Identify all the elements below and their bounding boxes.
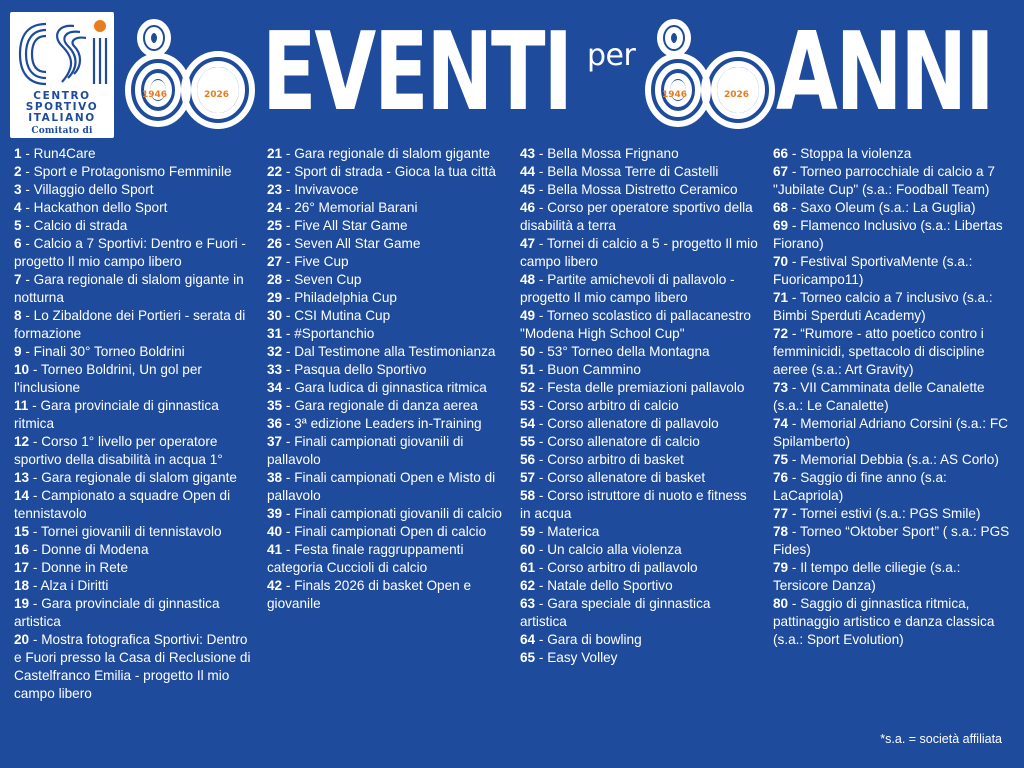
eighty-years-badge-2 xyxy=(638,14,778,140)
event-number: 17 xyxy=(14,560,30,575)
event-number: 74 xyxy=(773,416,789,431)
event-item xyxy=(520,235,758,271)
event-title: - Saggio di fine anno (s.a: LaCapriola) xyxy=(773,470,947,503)
event-item xyxy=(14,199,252,217)
event-title: - Natale dello Sportivo xyxy=(535,578,673,593)
event-number: 51 xyxy=(520,362,536,377)
event-item xyxy=(267,397,505,415)
event-item xyxy=(267,433,505,469)
event-item xyxy=(520,181,758,199)
event-list xyxy=(0,145,1024,765)
event-title: - 26° Memorial Barani xyxy=(282,200,418,215)
event-item xyxy=(520,343,758,361)
title-eventi: EVENTI xyxy=(262,10,571,135)
event-title: - Corso per operatore sportivo della disabilità a terra xyxy=(520,200,753,233)
event-item xyxy=(14,469,252,487)
eighty-badge-icon xyxy=(638,14,778,136)
event-title: - Festa finale raggruppamenti categoria Cuccioli di calcio xyxy=(267,542,464,575)
event-item xyxy=(14,595,252,631)
event-number: 73 xyxy=(773,380,789,395)
event-item xyxy=(773,379,1011,415)
event-item xyxy=(267,325,505,343)
event-number: 63 xyxy=(520,596,536,611)
event-title: - Corso arbitro di basket xyxy=(535,452,684,467)
event-item xyxy=(267,145,505,163)
event-item xyxy=(267,379,505,397)
event-number: 23 xyxy=(267,182,283,197)
event-number: 38 xyxy=(267,470,283,485)
event-title: - Run4Care xyxy=(21,146,96,161)
event-title: - Gara di bowling xyxy=(535,632,642,647)
event-item xyxy=(520,379,758,397)
event-title: - 3ª edizione Leaders in-Training xyxy=(282,416,482,431)
event-title: - Gara ludica di ginnastica ritmica xyxy=(282,380,487,395)
event-item xyxy=(520,577,758,595)
event-item xyxy=(14,487,252,523)
event-title: - Gara speciale di ginnastica artistica xyxy=(520,596,711,629)
event-number: 40 xyxy=(267,524,283,539)
event-title: - Memorial Debbia (s.a.: AS Corlo) xyxy=(788,452,999,467)
event-title: - Corso arbitro di calcio xyxy=(535,398,679,413)
event-title: - Five Cup xyxy=(282,254,349,269)
event-title: - Torneo “Oktober Sport” ( s.a.: PGS Fides) xyxy=(773,524,1010,557)
event-number: 69 xyxy=(773,218,789,233)
csi-logo xyxy=(10,12,114,148)
event-number: 46 xyxy=(520,200,536,215)
event-title: - Corso allenatore di pallavolo xyxy=(535,416,719,431)
event-number: 47 xyxy=(520,236,536,251)
event-number: 15 xyxy=(14,524,30,539)
event-item xyxy=(773,199,1011,217)
event-title: - Finali 30° Torneo Boldrini xyxy=(21,344,185,359)
event-number: 20 xyxy=(14,632,30,647)
event-number: 2 xyxy=(14,164,22,179)
event-number: 80 xyxy=(773,596,789,611)
event-title: - Donne di Modena xyxy=(29,542,149,557)
event-title: - Finali campionati Open e Misto di pallavolo xyxy=(267,470,496,503)
event-item xyxy=(267,505,505,523)
event-item xyxy=(267,307,505,325)
title-anni: ANNI xyxy=(776,10,993,135)
event-number: 29 xyxy=(267,290,283,305)
event-number: 22 xyxy=(267,164,283,179)
event-item xyxy=(267,577,505,613)
event-title: - Flamenco Inclusivo (s.a.: Libertas Fiorano) xyxy=(773,218,1003,251)
event-number: 7 xyxy=(14,272,22,287)
event-number: 21 xyxy=(267,146,283,161)
event-number: 18 xyxy=(14,578,30,593)
event-number: 6 xyxy=(14,236,22,251)
event-title: - 53° Torneo della Montagna xyxy=(535,344,710,359)
event-number: 39 xyxy=(267,506,283,521)
event-title: - Corso istruttore di nuoto e fitness in acqua xyxy=(520,488,747,521)
event-number: 77 xyxy=(773,506,789,521)
event-number: 53 xyxy=(520,398,536,413)
event-title: - Finali campionati Open di calcio xyxy=(282,524,487,539)
event-item xyxy=(267,271,505,289)
event-item xyxy=(267,469,505,505)
event-item xyxy=(773,415,1011,451)
event-number: 58 xyxy=(520,488,536,503)
event-item xyxy=(520,397,758,415)
event-item xyxy=(14,145,252,163)
event-item xyxy=(14,559,252,577)
event-number: 4 xyxy=(14,200,22,215)
event-number: 9 xyxy=(14,344,22,359)
event-number: 43 xyxy=(520,146,536,161)
event-item xyxy=(14,523,252,541)
event-title: - Finali campionati giovanili di pallavolo xyxy=(267,434,464,467)
event-title: - Gara regionale di danza aerea xyxy=(282,398,478,413)
eighty-years-badge xyxy=(118,14,258,140)
event-number: 61 xyxy=(520,560,536,575)
event-title: - Torneo scolastico di pallacanestro "Modena High School Cup" xyxy=(520,308,751,341)
event-title: - VII Camminata delle Canalette (s.a.: Le Canalette) xyxy=(773,380,985,413)
event-number: 62 xyxy=(520,578,536,593)
event-item xyxy=(773,253,1011,289)
event-item xyxy=(520,469,758,487)
event-number: 71 xyxy=(773,290,789,305)
event-title: - CSI Mutina Cup xyxy=(282,308,391,323)
event-title: - Festival SportivaMente (s.a.: Fuoricampo11) xyxy=(773,254,973,287)
event-title: - Torneo parrocchiale di calcio a 7 "Jubilate Cup" (s.a.: Foodball Team) xyxy=(773,164,995,197)
event-number: 5 xyxy=(14,218,22,233)
event-item xyxy=(520,487,758,523)
footnote: *s.a. = società affiliata xyxy=(880,732,1002,746)
event-number: 48 xyxy=(520,272,536,287)
event-number: 31 xyxy=(267,326,283,341)
logo-line-2: SPORTIVO xyxy=(25,101,99,113)
event-number: 8 xyxy=(14,308,22,323)
event-number: 76 xyxy=(773,470,789,485)
event-item xyxy=(520,307,758,343)
event-title: - Corso 1° livello per operatore sportivo della disabilità in acqua 1° xyxy=(14,434,223,467)
event-title: - Corso arbitro di pallavolo xyxy=(535,560,698,575)
event-item xyxy=(267,181,505,199)
event-title: - Bella Mossa Distretto Ceramico xyxy=(535,182,738,197)
event-item xyxy=(520,361,758,379)
event-title: - Villaggio dello Sport xyxy=(21,182,154,197)
event-item xyxy=(520,451,758,469)
event-item xyxy=(267,343,505,361)
event-item xyxy=(520,631,758,649)
event-number: 16 xyxy=(14,542,30,557)
event-number: 59 xyxy=(520,524,536,539)
event-number: 49 xyxy=(520,308,536,323)
event-number: 27 xyxy=(267,254,283,269)
event-item xyxy=(520,433,758,451)
orange-ball-icon xyxy=(94,20,106,32)
event-item xyxy=(773,163,1011,199)
event-number: 35 xyxy=(267,398,283,413)
event-item xyxy=(267,163,505,181)
event-item xyxy=(267,253,505,271)
event-item xyxy=(520,271,758,307)
event-title: - Finals 2026 di basket Open e giovanile xyxy=(267,578,472,611)
event-item xyxy=(773,523,1011,559)
event-title: - Calcio di strada xyxy=(21,218,128,233)
event-number: 26 xyxy=(267,236,283,251)
event-item xyxy=(14,361,252,397)
event-title: - Festa delle premiazioni pallavolo xyxy=(535,380,745,395)
event-title: - Gara regionale di slalom gigante xyxy=(282,146,490,161)
event-title: - Easy Volley xyxy=(535,650,618,665)
event-item xyxy=(267,415,505,433)
event-item xyxy=(520,523,758,541)
eighty-badge-icon xyxy=(118,14,258,136)
badge-year-end: 2026 xyxy=(724,90,750,100)
event-item xyxy=(267,523,505,541)
badge-year-start: 1946 xyxy=(662,90,688,100)
event-number: 36 xyxy=(267,416,283,431)
event-title: - Calcio a 7 Sportivi: Dentro e Fuori - progetto Il mio campo libero xyxy=(14,236,246,269)
csi-logo-mark-icon xyxy=(16,16,108,90)
event-title: - Seven Cup xyxy=(282,272,362,287)
event-item xyxy=(773,505,1011,523)
event-item xyxy=(520,163,758,181)
event-title: - Bella Mossa Terre di Castelli xyxy=(535,164,719,179)
event-number: 70 xyxy=(773,254,789,269)
event-number: 42 xyxy=(267,578,283,593)
event-number: 1 xyxy=(14,146,22,161)
event-title: - Tornei di calcio a 5 - progetto Il mio campo libero xyxy=(520,236,758,269)
event-item xyxy=(14,181,252,199)
event-number: 32 xyxy=(267,344,283,359)
event-item xyxy=(14,631,252,703)
event-number: 45 xyxy=(520,182,536,197)
event-item xyxy=(520,415,758,433)
event-title: - Gara provinciale di ginnastica ritmica xyxy=(14,398,219,431)
event-item xyxy=(14,433,252,469)
logo-line-1: CENTRO xyxy=(33,90,91,102)
event-number: 24 xyxy=(267,200,283,215)
event-title: - Corso allenatore di basket xyxy=(535,470,706,485)
event-title: - #Sportanchio xyxy=(282,326,375,341)
event-number: 60 xyxy=(520,542,536,557)
event-title: - Sport di strada - Gioca la tua città xyxy=(282,164,496,179)
event-title: - Tornei estivi (s.a.: PGS Smile) xyxy=(788,506,981,521)
event-number: 78 xyxy=(773,524,789,539)
event-number: 19 xyxy=(14,596,30,611)
event-number: 50 xyxy=(520,344,536,359)
event-number: 37 xyxy=(267,434,283,449)
event-number: 25 xyxy=(267,218,283,233)
event-column-1 xyxy=(14,145,252,703)
event-column-4 xyxy=(773,145,1011,649)
event-title: - Torneo Boldrini, Un gol per l'inclusione xyxy=(14,362,202,395)
event-title: - Five All Star Game xyxy=(282,218,408,233)
event-item xyxy=(773,451,1011,469)
event-title: - Donne in Rete xyxy=(29,560,129,575)
event-title: - Gara regionale di slalom gigante xyxy=(29,470,237,485)
header xyxy=(0,0,1024,146)
event-number: 41 xyxy=(267,542,283,557)
event-item xyxy=(520,649,758,667)
event-item xyxy=(14,235,252,271)
event-title: - Bella Mossa Frignano xyxy=(535,146,679,161)
event-item xyxy=(14,217,252,235)
event-item xyxy=(267,541,505,577)
event-title: - Un calcio alla violenza xyxy=(535,542,682,557)
event-item xyxy=(773,289,1011,325)
event-item xyxy=(267,289,505,307)
event-number: 30 xyxy=(267,308,283,323)
event-number: 13 xyxy=(14,470,30,485)
event-title: - Hackathon dello Sport xyxy=(21,200,168,215)
event-number: 44 xyxy=(520,164,536,179)
event-column-3 xyxy=(520,145,758,667)
event-number: 79 xyxy=(773,560,789,575)
event-title: - Invivavoce xyxy=(282,182,359,197)
event-item xyxy=(14,343,252,361)
event-number: 67 xyxy=(773,164,789,179)
event-title: - Finali campionati giovanili di calcio xyxy=(282,506,502,521)
event-title: - Torneo calcio a 7 inclusivo (s.a.: Bimbi Sperduti Academy) xyxy=(773,290,993,323)
event-title: - Campionato a squadre Open di tennistavolo xyxy=(14,488,231,521)
event-item xyxy=(520,595,758,631)
event-item xyxy=(14,541,252,559)
event-column-2 xyxy=(267,145,505,613)
event-number: 72 xyxy=(773,326,789,341)
event-item xyxy=(773,145,1011,163)
event-title: - Gara provinciale di ginnastica artistica xyxy=(14,596,220,629)
event-number: 28 xyxy=(267,272,283,287)
event-title: - Il tempo delle ciliegie (s.a.: Tersicore Danza) xyxy=(773,560,961,593)
event-number: 56 xyxy=(520,452,536,467)
logo-line-4: Comitato di Modena xyxy=(31,126,93,148)
event-number: 12 xyxy=(14,434,30,449)
event-item xyxy=(267,361,505,379)
event-number: 64 xyxy=(520,632,536,647)
event-number: 66 xyxy=(773,146,789,161)
title-per: per xyxy=(587,38,636,73)
event-title: - Saggio di ginnastica ritmica, pattinaggio artistico e danza classica (s.a.: Sport Evolution) xyxy=(773,596,995,647)
event-item xyxy=(14,577,252,595)
event-title: - Dal Testimone alla Testimonianza xyxy=(282,344,496,359)
event-title: - Tornei giovanili di tennistavolo xyxy=(29,524,222,539)
event-title: - Philadelphia Cup xyxy=(282,290,397,305)
event-title: - Buon Cammino xyxy=(535,362,641,377)
event-item xyxy=(520,145,758,163)
event-title: - Pasqua dello Sportivo xyxy=(282,362,427,377)
event-item xyxy=(14,397,252,433)
badge-year-start: 1946 xyxy=(142,90,168,100)
logo-line-3: ITALIANO xyxy=(28,112,96,124)
event-number: 14 xyxy=(14,488,30,503)
event-item xyxy=(267,235,505,253)
event-number: 65 xyxy=(520,650,536,665)
event-title: - “Rumore - atto poetico contro i femminicidi, spettacolo di discipline aeree (s.a.: Art Gravity) xyxy=(773,326,985,377)
event-number: 54 xyxy=(520,416,536,431)
event-item xyxy=(14,271,252,307)
event-item xyxy=(267,217,505,235)
event-title: - Seven All Star Game xyxy=(282,236,421,251)
badge-year-end: 2026 xyxy=(204,90,230,100)
event-title: - Alza i Diritti xyxy=(29,578,109,593)
event-item xyxy=(773,325,1011,379)
event-number: 52 xyxy=(520,380,536,395)
event-item xyxy=(267,199,505,217)
event-title: - Corso allenatore di calcio xyxy=(535,434,700,449)
event-title: - Materica xyxy=(535,524,600,539)
event-number: 57 xyxy=(520,470,536,485)
event-number: 10 xyxy=(14,362,30,377)
event-number: 11 xyxy=(14,398,29,413)
event-title: - Lo Zibaldone dei Portieri - serata di formazione xyxy=(14,308,246,341)
event-title: - Gara regionale di slalom gigante in notturna xyxy=(14,272,244,305)
event-item xyxy=(773,217,1011,253)
event-title: - Memorial Adriano Corsini (s.a.: FC Spilamberto) xyxy=(773,416,1008,449)
event-item xyxy=(14,163,252,181)
event-title: - Partite amichevoli di pallavolo - progetto Il mio campo libero xyxy=(520,272,735,305)
event-item xyxy=(14,307,252,343)
event-item xyxy=(520,541,758,559)
event-item xyxy=(773,469,1011,505)
event-title: - Mostra fotografica Sportivi: Dentro e Fuori presso la Casa di Reclusione di Castelfranco Emilia - progetto Il mio campo libero xyxy=(14,632,251,701)
event-number: 55 xyxy=(520,434,536,449)
event-number: 33 xyxy=(267,362,283,377)
event-item xyxy=(773,595,1011,649)
event-title: - Sport e Protagonismo Femminile xyxy=(21,164,232,179)
event-number: 34 xyxy=(267,380,283,395)
event-item xyxy=(773,559,1011,595)
event-title: - Saxo Oleum (s.a.: La Guglia) xyxy=(788,200,976,215)
event-title: - Stoppa la violenza xyxy=(788,146,912,161)
event-number: 75 xyxy=(773,452,789,467)
event-item xyxy=(520,559,758,577)
event-item xyxy=(520,199,758,235)
event-number: 3 xyxy=(14,182,22,197)
event-number: 68 xyxy=(773,200,789,215)
